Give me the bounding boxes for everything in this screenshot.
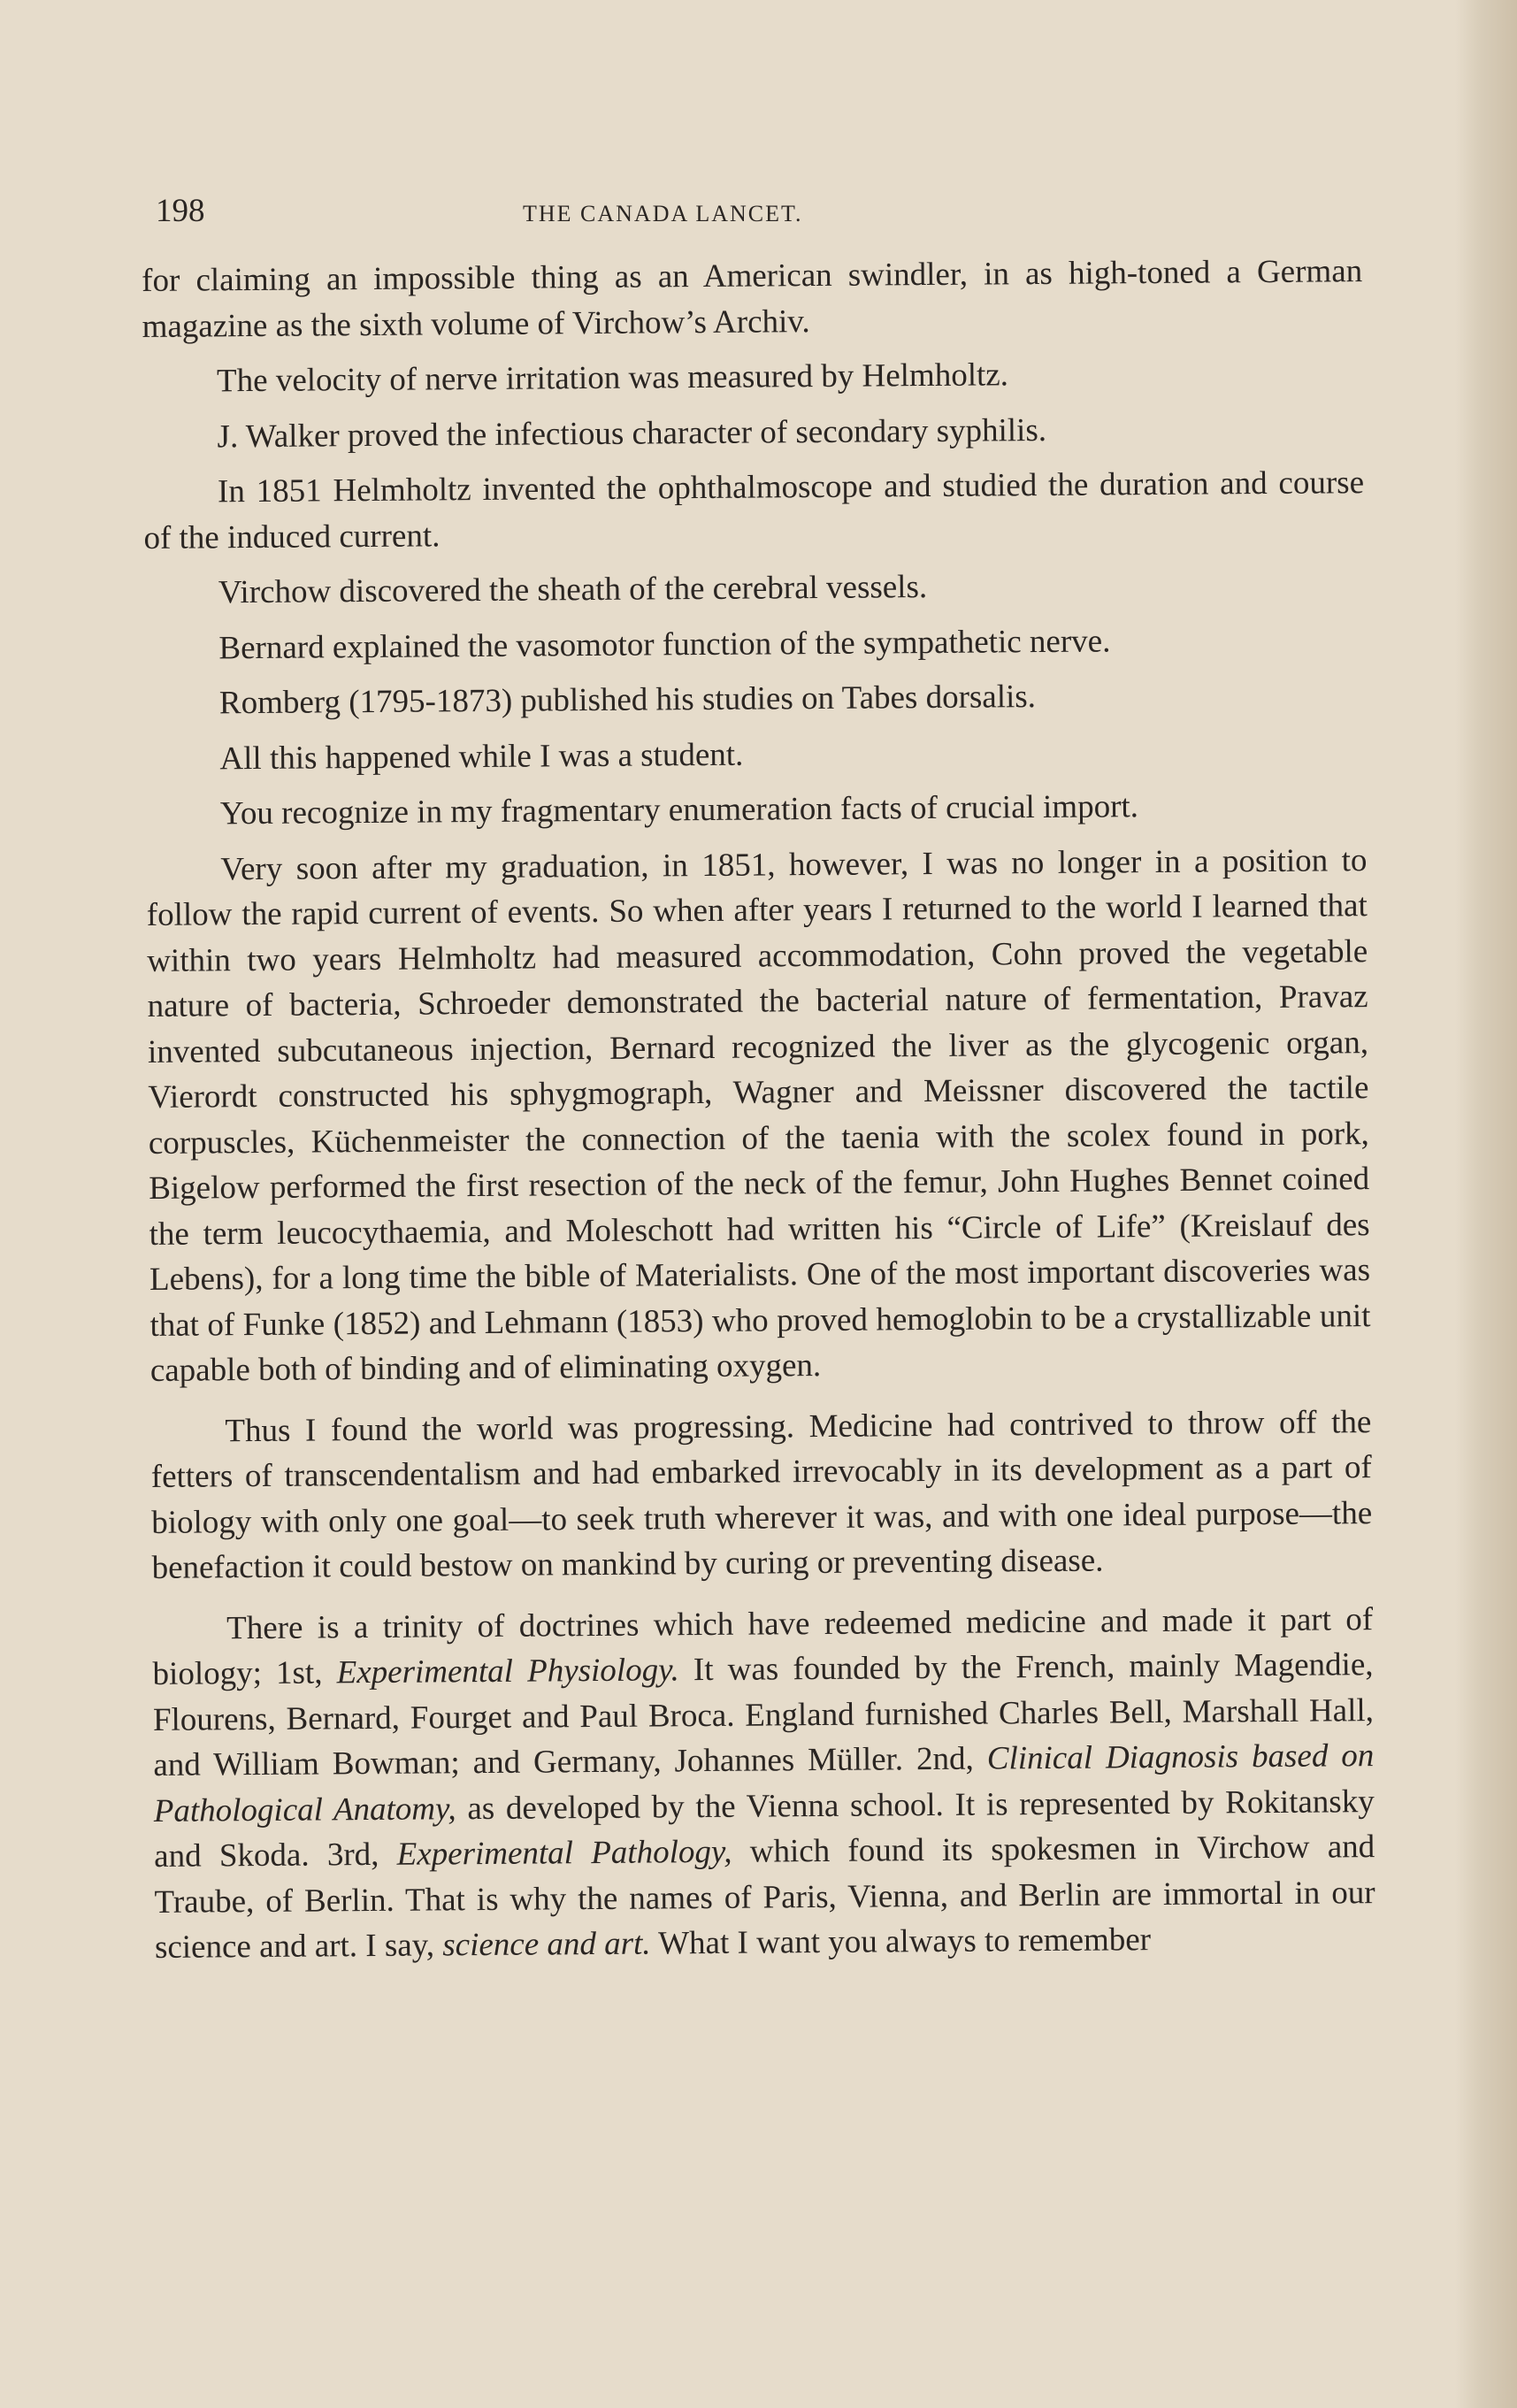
italic-run: Experimental Pathology, <box>396 1833 732 1873</box>
paragraph-trinity <box>152 1597 1375 1971</box>
text-run: as developed by the Vienna school. It is represented by Rokitansky and Skoda. 3rd, <box>154 1783 1375 1875</box>
paragraph: for claiming an impossible thing as an American swindler, in as high-toned a German magazine as the sixth volume of Virchow’s Archiv. <box>142 253 1363 345</box>
paragraph: J. Walker proved the infectious character of secondary syphilis. <box>217 411 1047 455</box>
text-run: What I want you always to remember <box>650 1921 1152 1962</box>
italic-run: Clinical Diagnosis based on Pathological Anatomy, <box>153 1737 1375 1829</box>
text-run: which found its spokesmen in Virchow and Traube, of Berlin. That is why the names of Paris, Vienna, and Berlin are immortal in our science and art. I say, <box>154 1829 1375 1966</box>
paragraph: You recognize in my fragmentary enumeration facts of crucial import. <box>219 788 1139 832</box>
paragraph: Thus I found the world was progressing. Medicine had contrived to throw off the fetters of transcendentalism and had embarked irrevocably in its development as a part of biology with only one goal—to seek truth wherever it was, and with one ideal purpose—the benefaction it could bestow on mankind by curing or preventing disease. <box>150 1403 1373 1586</box>
paragraph: Virchow discovered the sheath of the cerebral vessels. <box>218 569 928 611</box>
text-run: It was founded by the French, mainly Magendie, Flourens, Bernard, Fourget and Paul Broca. England furnished Charles Bell, Marshall Hall, and William Bowman; and Germany, Johannes Müller. 2nd, <box>152 1646 1375 1783</box>
italic-run: science and art. <box>442 1925 651 1964</box>
paragraph: In 1851 Helmholtz invented the ophthalmoscope and studied the duration and course of the induced current. <box>143 464 1365 556</box>
paragraph: All this happened while I was a student. <box>219 736 744 777</box>
page-number: 198 <box>156 193 205 229</box>
page-header <box>156 188 1359 235</box>
page-edge-shadow <box>1455 0 1517 2408</box>
paragraph: Bernard explained the vasomotor function of the sympathetic nerve. <box>218 622 1111 666</box>
paragraph: The velocity of nerve irritation was measured by Helmholtz. <box>216 357 1009 400</box>
running-title: THE CANADA LANCET. <box>523 201 803 226</box>
paragraph: Very soon after my graduation, in 1851, however, I was no longer in a position to follow the rapid current of events. So when after years I returned to the world I learned that within two years Helmholtz had measured accommodation, Cohn proved the vegetable nature of bacteria, Schroeder demonstrated the bacterial nature of fermentation, Pravaz invented subcutaneous injection, Bernard recognized the liver as the glycogenic organ, Vierordt constructed his sphygmograph, Wagner and Meissner discovered the tactile corpuscles, Küchenmeister the connection of the taenia with the scolex found in pork, Bigelow performed the first resection of the neck of the femur, John Hughes Bennet coined the term leucocythaemia, and Moleschott had written his “Circle of Life” (Kreislauf des Lebens), for a long time the bible of Materialists. One of the most important discoveries was that of Funke (1852) and Lehmann (1853) who proved hemoglobin to be a crystallizable unit capable both of binding and of eliminating oxygen. <box>146 841 1371 1389</box>
paragraph: Romberg (1795-1873) published his studies on Tabes dorsalis. <box>218 679 1037 722</box>
text-run: There is a trinity of doctrines which have redeemed medicine and made it part of biology; 1st, <box>152 1600 1374 1692</box>
body-text <box>142 249 1375 1970</box>
italic-run: Experimental Physiology. <box>336 1652 679 1691</box>
